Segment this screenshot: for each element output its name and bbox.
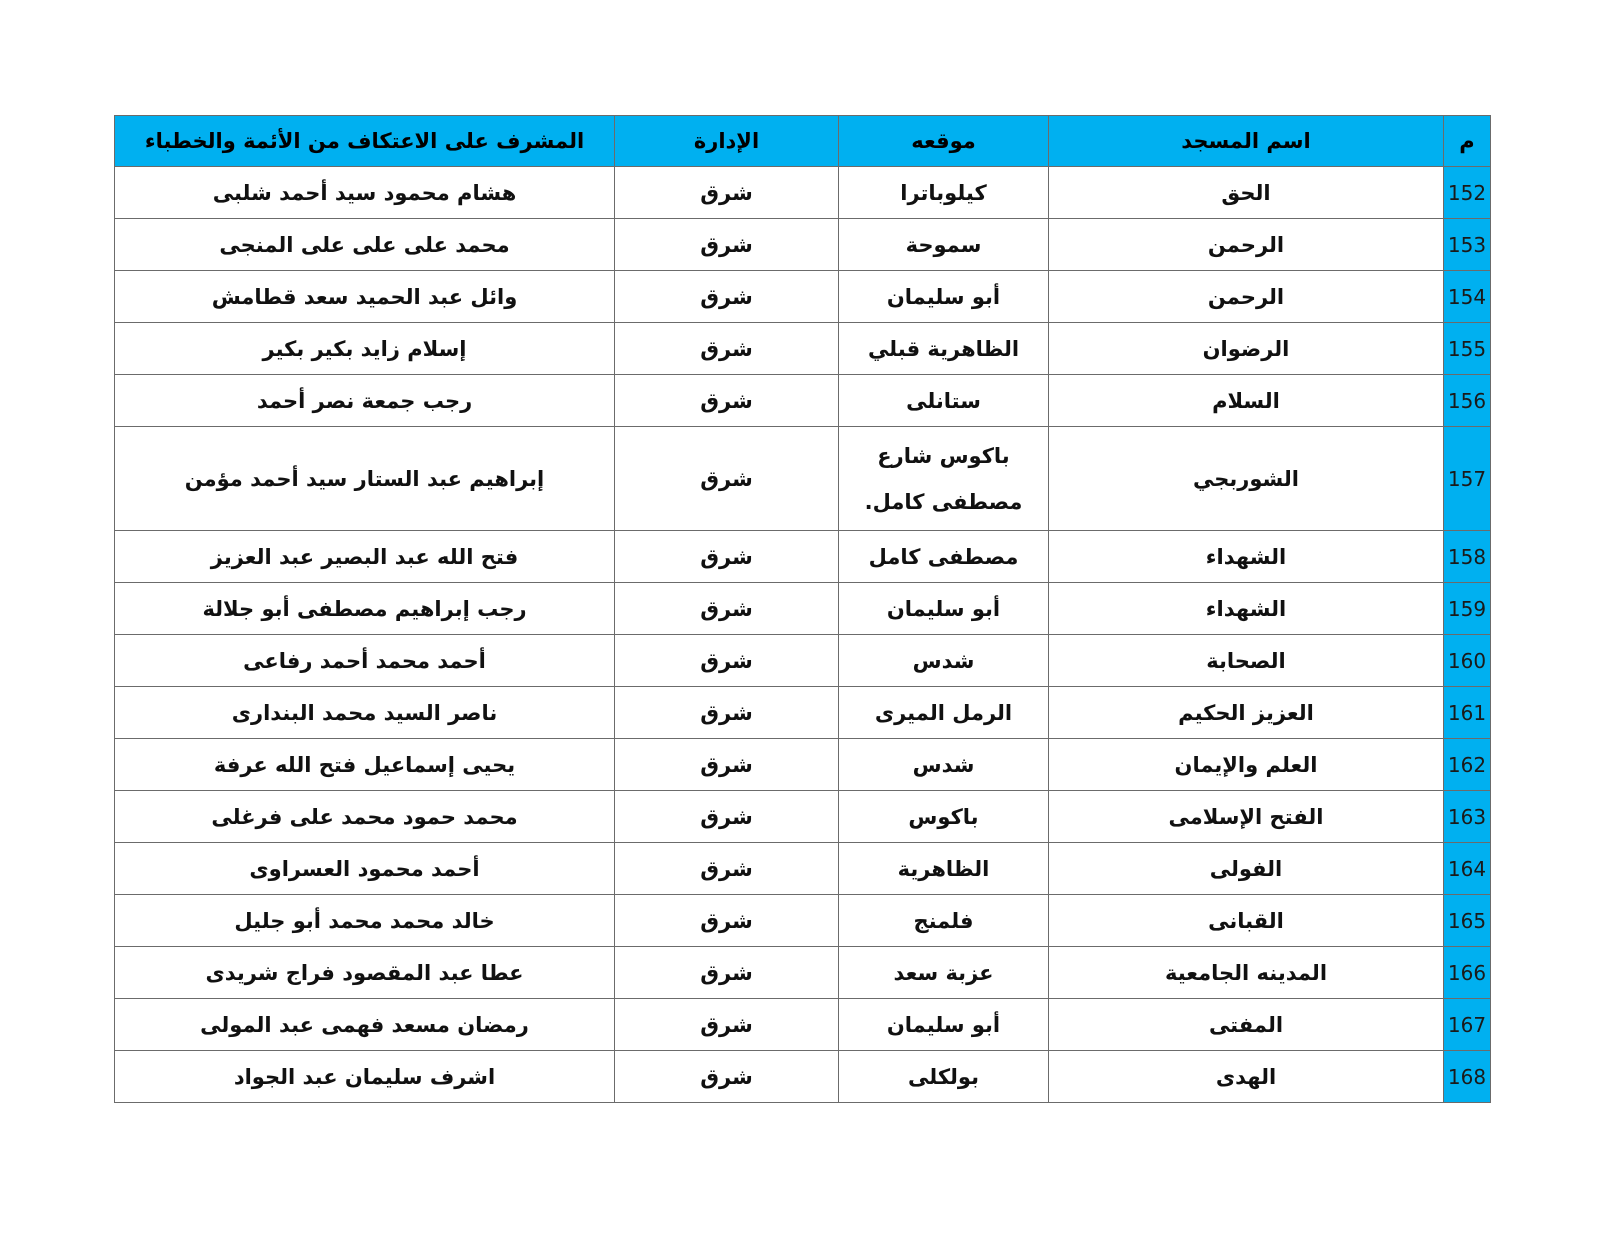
cell-mosque-name: الرحمن	[1049, 219, 1444, 271]
cell-administration: شرق	[615, 375, 839, 427]
cell-administration: شرق	[615, 999, 839, 1051]
table-row	[115, 843, 1491, 895]
header-num: م	[1444, 116, 1491, 167]
cell-location: أبو سليمان	[839, 999, 1049, 1051]
cell-supervisor: رجب جمعة نصر أحمد	[115, 375, 615, 427]
cell-location: كيلوباترا	[839, 167, 1049, 219]
cell-administration: شرق	[615, 895, 839, 947]
cell-num: 160	[1444, 635, 1491, 687]
cell-administration: شرق	[615, 427, 839, 531]
cell-mosque-name: الشوربجي	[1049, 427, 1444, 531]
table-row	[115, 947, 1491, 999]
table-row	[115, 375, 1491, 427]
cell-supervisor: إسلام زايد بكير بكير	[115, 323, 615, 375]
cell-mosque-name: الشهداء	[1049, 531, 1444, 583]
cell-mosque-name: الفولى	[1049, 843, 1444, 895]
cell-num: 155	[1444, 323, 1491, 375]
cell-num: 159	[1444, 583, 1491, 635]
cell-supervisor: وائل عبد الحميد سعد قطامش	[115, 271, 615, 323]
cell-supervisor: أحمد محمود العسراوى	[115, 843, 615, 895]
cell-num: 167	[1444, 999, 1491, 1051]
cell-administration: شرق	[615, 219, 839, 271]
cell-location: بولكلى	[839, 1051, 1049, 1103]
cell-location: الظاهرية قبلي	[839, 323, 1049, 375]
cell-location: شدس	[839, 635, 1049, 687]
table-row	[115, 323, 1491, 375]
cell-location: شدس	[839, 739, 1049, 791]
cell-num: 153	[1444, 219, 1491, 271]
cell-mosque-name: القبانى	[1049, 895, 1444, 947]
cell-supervisor: فتح الله عبد البصير عبد العزيز	[115, 531, 615, 583]
cell-num: 164	[1444, 843, 1491, 895]
cell-supervisor: عطا عبد المقصود فراج شريدى	[115, 947, 615, 999]
table-row	[115, 635, 1491, 687]
cell-location: فلمنج	[839, 895, 1049, 947]
cell-administration: شرق	[615, 531, 839, 583]
cell-location: باكوس شارع مصطفى كامل.	[839, 427, 1049, 531]
cell-supervisor: إبراهيم عبد الستار سيد أحمد مؤمن	[115, 427, 615, 531]
cell-administration: شرق	[615, 739, 839, 791]
table-row	[115, 791, 1491, 843]
cell-administration: شرق	[615, 167, 839, 219]
cell-mosque-name: الرحمن	[1049, 271, 1444, 323]
cell-supervisor: أحمد محمد أحمد رفاعى	[115, 635, 615, 687]
cell-mosque-name: الصحابة	[1049, 635, 1444, 687]
cell-num: 156	[1444, 375, 1491, 427]
cell-administration: شرق	[615, 323, 839, 375]
cell-mosque-name: العزيز الحكيم	[1049, 687, 1444, 739]
table-row	[115, 219, 1491, 271]
cell-administration: شرق	[615, 947, 839, 999]
table-row	[115, 687, 1491, 739]
header-administration: الإدارة	[615, 116, 839, 167]
cell-num: 152	[1444, 167, 1491, 219]
cell-num: 157	[1444, 427, 1491, 531]
table-row	[115, 583, 1491, 635]
header-row	[115, 116, 1491, 167]
cell-num: 158	[1444, 531, 1491, 583]
cell-supervisor: رمضان مسعد فهمى عبد المولى	[115, 999, 615, 1051]
cell-supervisor: محمد على على على المنجى	[115, 219, 615, 271]
table-row	[115, 895, 1491, 947]
table-row	[115, 999, 1491, 1051]
cell-mosque-name: الرضوان	[1049, 323, 1444, 375]
cell-administration: شرق	[615, 271, 839, 323]
table-row	[115, 531, 1491, 583]
cell-supervisor: رجب إبراهيم مصطفى أبو جلالة	[115, 583, 615, 635]
cell-num: 161	[1444, 687, 1491, 739]
cell-location: أبو سليمان	[839, 271, 1049, 323]
cell-supervisor: يحيى إسماعيل فتح الله عرفة	[115, 739, 615, 791]
cell-mosque-name: الحق	[1049, 167, 1444, 219]
cell-mosque-name: الفتح الإسلامى	[1049, 791, 1444, 843]
table-row	[115, 1051, 1491, 1103]
cell-location: مصطفى كامل	[839, 531, 1049, 583]
cell-administration: شرق	[615, 687, 839, 739]
cell-administration: شرق	[615, 1051, 839, 1103]
cell-supervisor: ناصر السيد محمد البندارى	[115, 687, 615, 739]
table-body	[115, 167, 1491, 1103]
cell-supervisor: هشام محمود سيد أحمد شلبى	[115, 167, 615, 219]
cell-num: 162	[1444, 739, 1491, 791]
table-row	[115, 427, 1491, 531]
cell-num: 154	[1444, 271, 1491, 323]
cell-location: أبو سليمان	[839, 583, 1049, 635]
table-row	[115, 167, 1491, 219]
cell-num: 168	[1444, 1051, 1491, 1103]
header-mosque-name: اسم المسجد	[1049, 116, 1444, 167]
cell-supervisor: اشرف سليمان عبد الجواد	[115, 1051, 615, 1103]
cell-num: 166	[1444, 947, 1491, 999]
cell-location: عزبة سعد	[839, 947, 1049, 999]
cell-location: باكوس	[839, 791, 1049, 843]
cell-supervisor: خالد محمد محمد أبو جليل	[115, 895, 615, 947]
cell-location: سموحة	[839, 219, 1049, 271]
cell-administration: شرق	[615, 635, 839, 687]
cell-mosque-name: المدينه الجامعية	[1049, 947, 1444, 999]
cell-mosque-name: الشهداء	[1049, 583, 1444, 635]
cell-location: ستانلى	[839, 375, 1049, 427]
mosques-table	[114, 115, 1491, 1103]
table-header	[115, 116, 1491, 167]
cell-location: الرمل الميرى	[839, 687, 1049, 739]
cell-num: 163	[1444, 791, 1491, 843]
cell-mosque-name: العلم والإيمان	[1049, 739, 1444, 791]
header-supervisor: المشرف على الاعتكاف من الأئمة والخطباء	[115, 116, 615, 167]
cell-mosque-name: المفتى	[1049, 999, 1444, 1051]
cell-num: 165	[1444, 895, 1491, 947]
table-row	[115, 271, 1491, 323]
cell-administration: شرق	[615, 791, 839, 843]
cell-mosque-name: الهدى	[1049, 1051, 1444, 1103]
table-row	[115, 739, 1491, 791]
cell-administration: شرق	[615, 583, 839, 635]
cell-supervisor: محمد حمود محمد على فرغلى	[115, 791, 615, 843]
cell-mosque-name: السلام	[1049, 375, 1444, 427]
cell-location: الظاهرية	[839, 843, 1049, 895]
cell-administration: شرق	[615, 843, 839, 895]
header-location: موقعه	[839, 116, 1049, 167]
